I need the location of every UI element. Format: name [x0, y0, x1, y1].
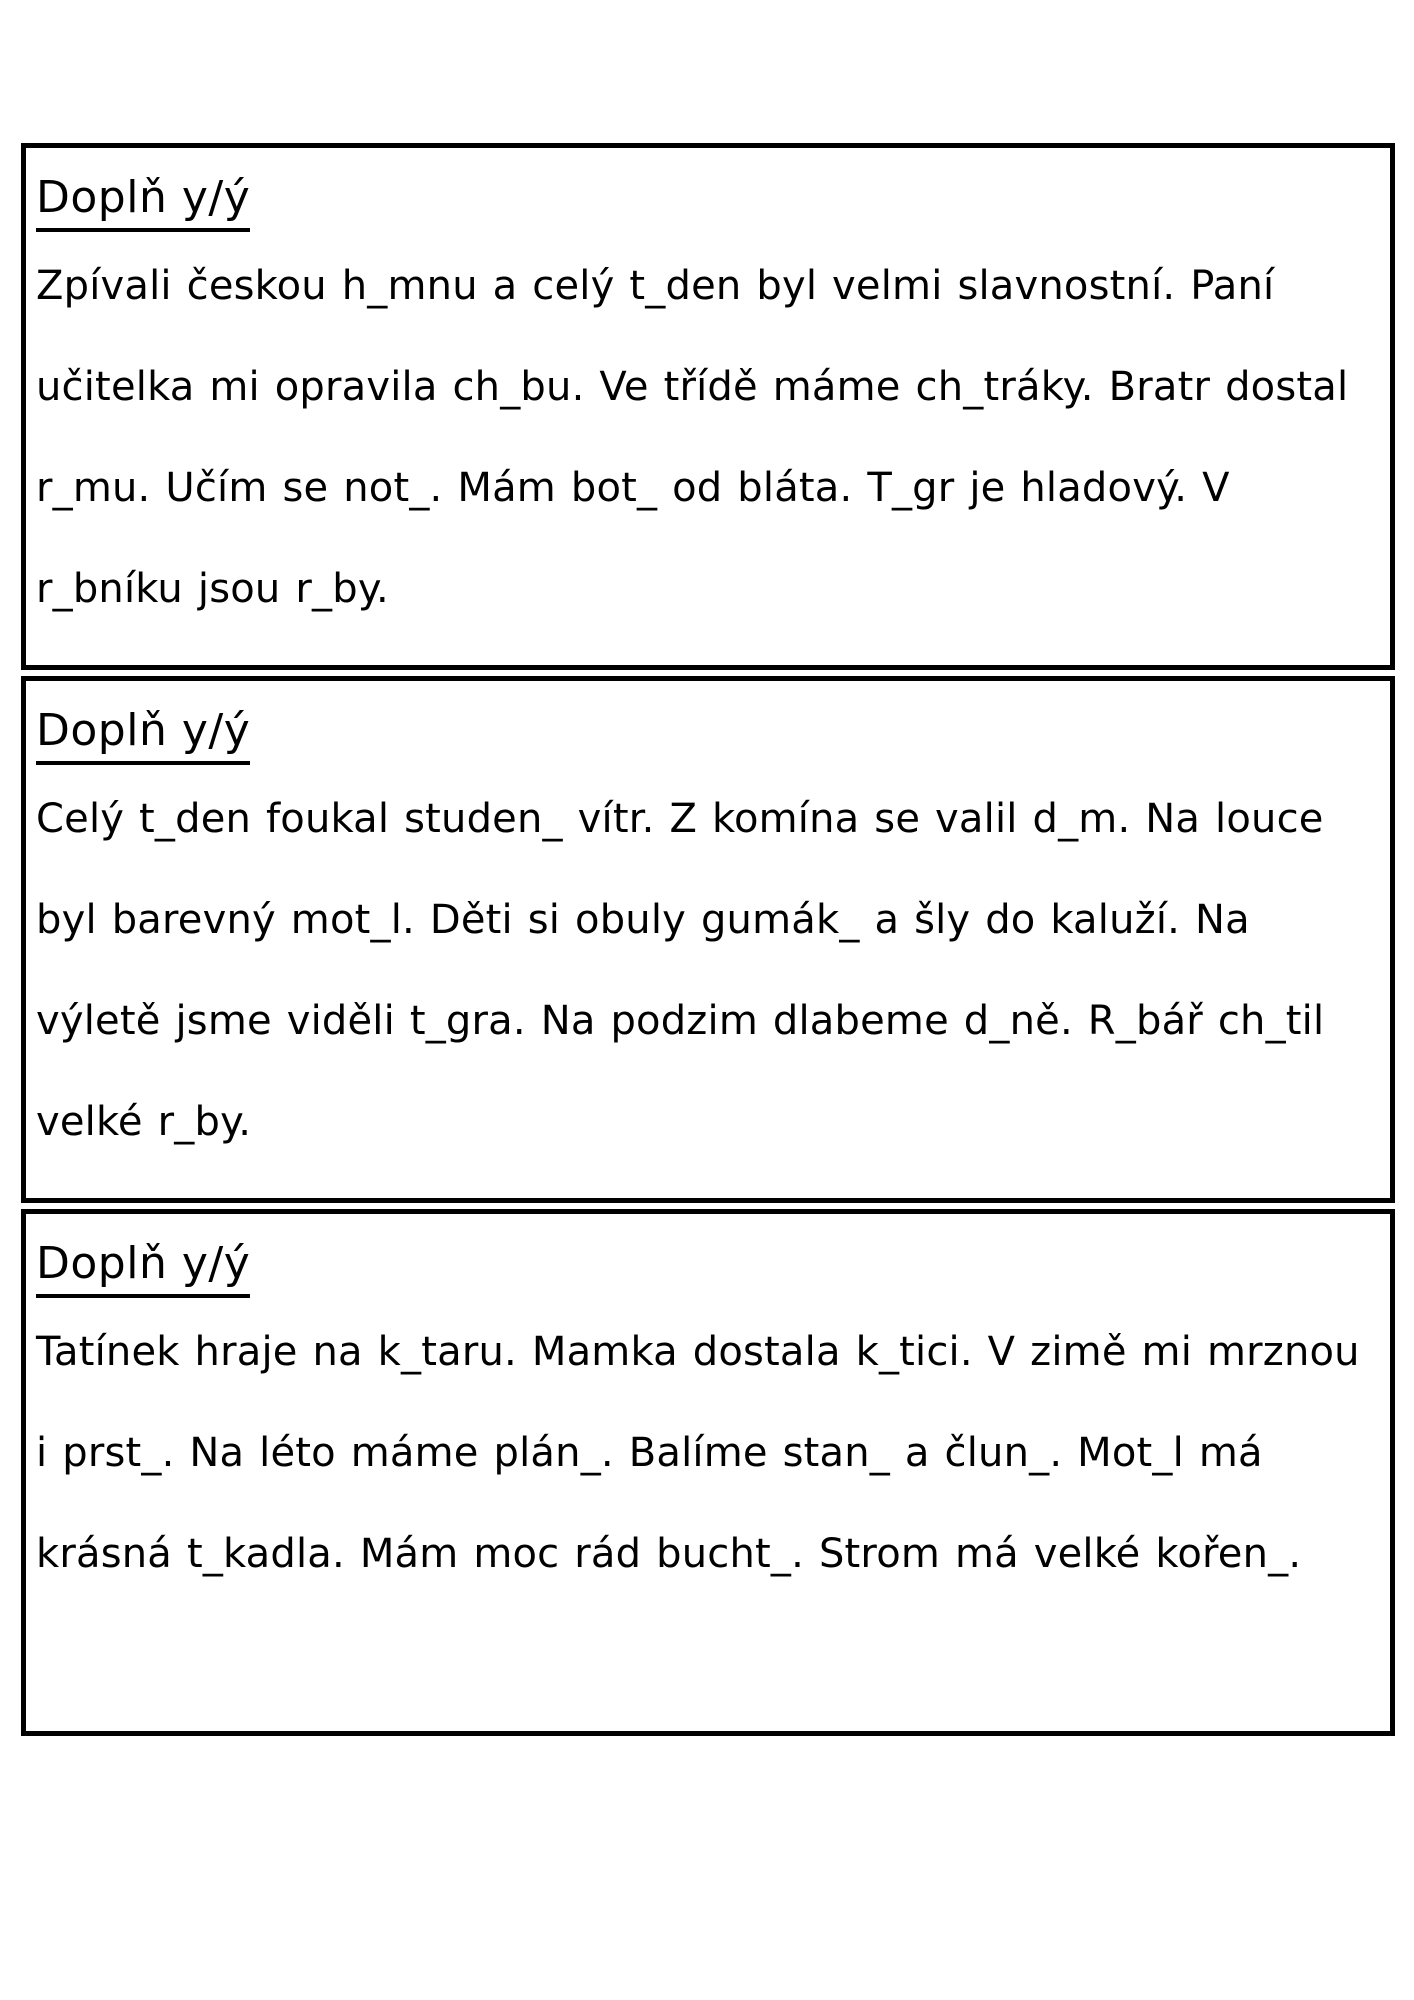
exercise-title: Doplň y/ý: [36, 703, 250, 765]
exercise-title: Doplň y/ý: [36, 170, 250, 232]
exercise-text: Zpívali českou h_mnu a celý t_den byl velmi slavnostní. Paní učitelka mi opravila ch_bu. Ve třídě máme ch_tráky. Bratr dostal r_mu. Učím se not_. Mám bot_ od bláta. T_gr je hladový. V r_bníku jsou r_by.: [36, 263, 1349, 612]
exercise-text: Tatínek hraje na k_taru. Mamka dostala k_tici. V zimě mi mrznou i prst_. Na léto máme plán_. Balíme stan_ a člun_. Mot_l má krásná t_kadla. Mám moc rád bucht_. Strom má velké kořen_.: [36, 1329, 1360, 1577]
exercise-card-3: [21, 1209, 1395, 1736]
exercise-card-2: [21, 676, 1395, 1203]
worksheet: [21, 143, 1395, 1742]
exercise-text: Celý t_den foukal studen_ vítr. Z komína se valil d_m. Na louce byl barevný mot_l. Děti si obuly gumák_ a šly do kaluží. Na výletě jsme viděli t_gra. Na podzim dlabeme d_ně. R_bář ch_til velké r_by.: [36, 796, 1325, 1145]
exercise-title: Doplň y/ý: [36, 1236, 250, 1298]
exercise-card-1: [21, 143, 1395, 670]
